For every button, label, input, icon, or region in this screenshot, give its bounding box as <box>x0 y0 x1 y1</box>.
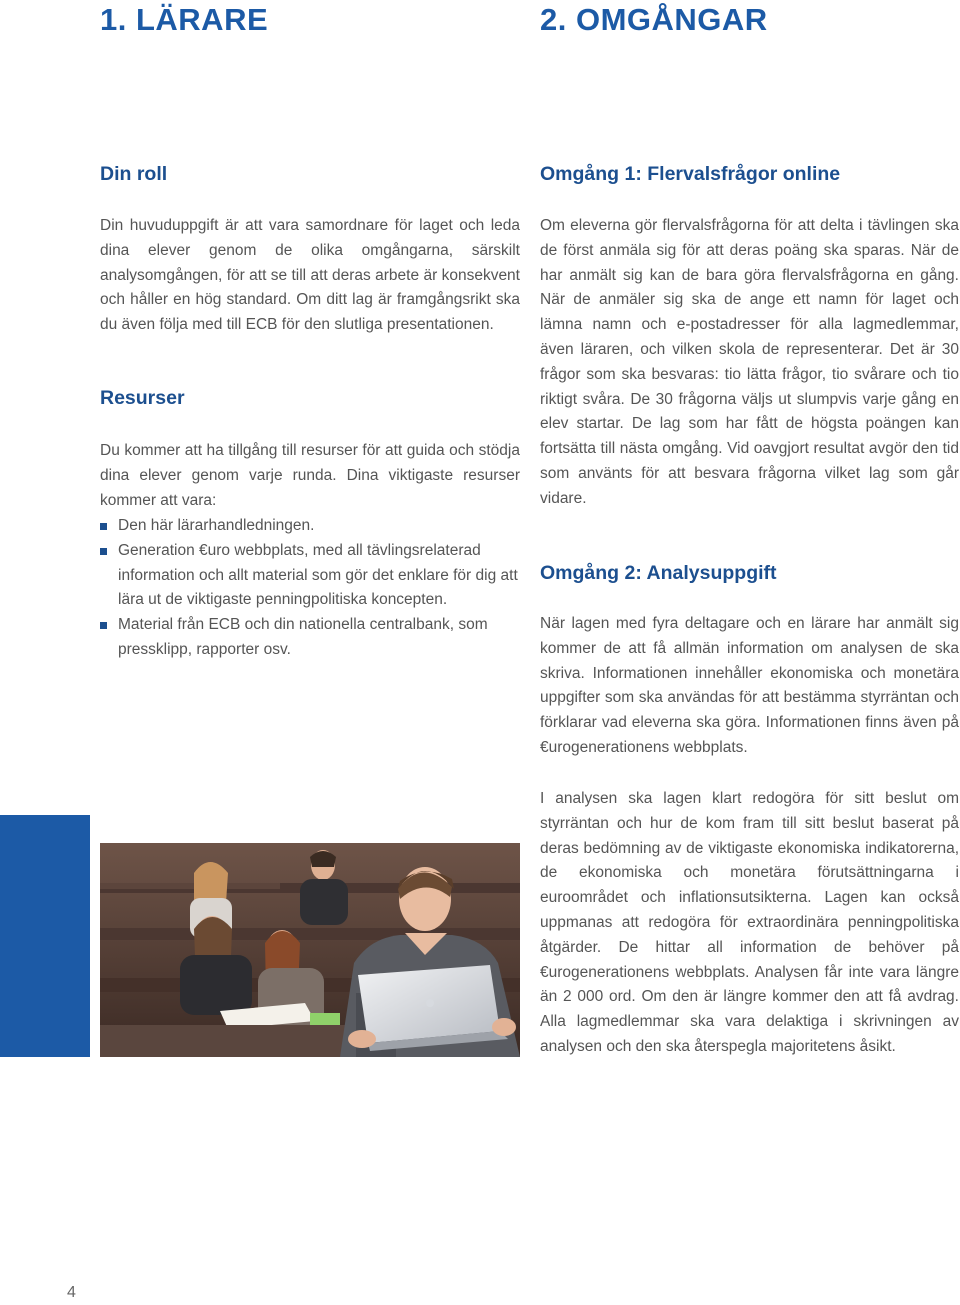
resources-heading: Resurser <box>100 387 185 409</box>
list-item <box>100 539 520 613</box>
page-number: 4 <box>67 1284 76 1301</box>
list-item <box>100 514 520 539</box>
square-bullet-icon <box>100 523 107 530</box>
photo-accent-band <box>0 815 90 1057</box>
square-bullet-icon <box>100 622 107 629</box>
resources-list <box>100 514 520 663</box>
students-laptop-photo <box>100 843 520 1057</box>
list-item-text: Material från ECB och din nationella centralbank, som pressklipp, rapporter osv. <box>118 616 488 658</box>
round1-paragraph: Om eleverna gör flervalsfrågorna för att delta i tävlingen ska de först anmäla sig för att deras poäng ska sparas. När de har anmält sig kan de bara göra flervalsfrågorna en gång. När de anmäler sig ska de ange ett namn för laget och lämna namn och e-postadresser för alla lagmedlemmar, även läraren, och vilken skola de representerar. Det är 30 frågor som ska besvaras: tio lätta frågor, tio svårare och tio riktigt svåra. De 30 frågorna väljs ut slumpvis varje gång en elev startar. De lag som har fått de högsta poängen kan fortsätta till nästa omgång. Vid oavgjort resultat avgör den tid som använts för att besvara frågorna vilket lag som går vidare. <box>540 217 959 507</box>
role-paragraph: Din huvuduppgift är att vara samordnare för laget och leda dina elever genom de olika omgångarna, särskilt analysomgången, för att se till att deras arbete är konsekvent och håller en hög standard. Om ditt lag är framgångsrikt ska du även följa med till ECB för den slutliga presentationen. <box>100 217 520 334</box>
chapter-title-larare: 1. LÄRARE <box>100 2 269 37</box>
list-item-text: Den här lärarhandledningen. <box>118 517 315 534</box>
list-item <box>100 613 520 663</box>
round2-paragraph-2: I analysen ska lagen klart redogöra för sitt beslut om styrräntan och hur de kom fram till sitt beslut baserat på deras bedömning av de viktigaste ekonomiska indikatorerna, de ekonomiska och monetära förutsättningarna i euroområdet och inflationsutsikterna. Lagen kan också uppmanas att redogöra för extraordinära penningpolitiska åtgärder. De hittar all information de behöver på €urogenerationens webbplats. Analysen får inte vara längre än 2 000 ord. Om den är längre kommer den att få avdrag. Alla lagmedlemmar ska vara delaktiga i skrivningen av analysen och den ska återspegla majoritetens åsikt. <box>540 790 959 1055</box>
resources-paragraph: Du kommer att ha tillgång till resurser för att guida och stödja dina elever genom varje runda. Dina viktigaste resurser kommer att vara: <box>100 442 520 509</box>
square-bullet-icon <box>100 548 107 555</box>
chapter-title-omgangar: 2. OMGÅNGAR <box>540 2 768 37</box>
round2-paragraph-1: När lagen med fyra deltagare och en lärare har anmält sig kommer de att få allmän information om analysen de ska skriva. Informationen innehåller ekonomiska och monetära uppgifter som ska användas för att bestämma styrräntan och förklarar vad eleverna ska göra. Informationen finns även på €urogenerationens webbplats. <box>540 615 959 756</box>
list-item-text: Generation €uro webbplats, med all tävlingsrelaterad information och allt material som gör det enklare för dig att lära ut de viktigaste penningpolitiska koncepten. <box>118 541 518 609</box>
role-heading: Din roll <box>100 163 168 185</box>
round1-heading: Omgång 1: Flervalsfrågor online <box>540 163 841 185</box>
round2-heading: Omgång 2: Analysuppgift <box>540 562 777 584</box>
